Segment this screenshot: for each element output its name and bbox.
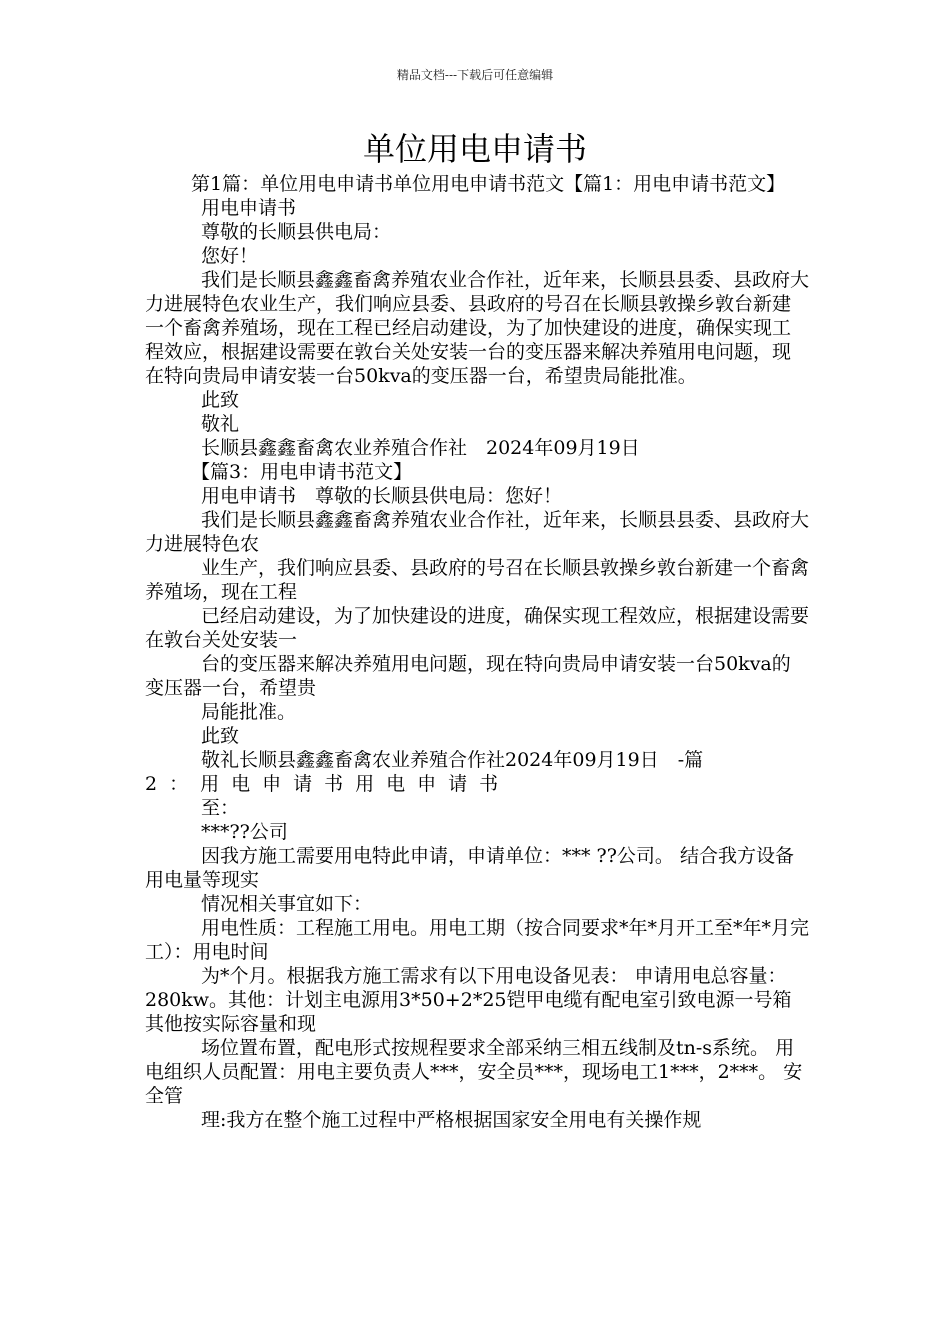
paragraph: 2：用电申请书用电申请书 [145, 773, 511, 795]
paragraph: 长顺县鑫鑫畜禽农业养殖合作社 2024年09月19日 [201, 437, 640, 459]
paragraph: 用电申请书 尊敬的长顺县供电局：您好！ [201, 485, 563, 507]
paragraph: 敬礼长顺县鑫鑫畜禽农业养殖合作社2024年09月19日 -篇 [201, 749, 704, 771]
paragraph: 场位置布置，配电形式按规程要求全部采纳三相五线制及tn-s系统。 用电组织人员配置：用电主要负责人***，安全员***，现场电工1***，2***。 安全管 [145, 1037, 803, 1107]
page-header-note: 精品文档---下载后可任意编辑 [396, 68, 554, 82]
paragraph: 用电申请书 [201, 197, 297, 219]
paragraph: 台的变压器来解决养殖用电问题，现在特向贵局申请安装一台50kva的变压器一台，希望贵 [145, 653, 791, 699]
paragraph: ***??公司 [201, 821, 288, 843]
paragraph: 理:我方在整个施工过程中严格根据国家安全用电有关操作规 [201, 1109, 702, 1131]
paragraph: 此致 [201, 725, 240, 747]
paragraph: 情况相关事宜如下： [201, 893, 373, 915]
paragraph: 尊敬的长顺县供电局： [201, 221, 392, 243]
paragraph: 我们是长顺县鑫鑫畜禽养殖农业合作社，近年来，长顺县县委、县政府大力进展特色农 [145, 509, 810, 555]
paragraph: 至： [201, 797, 240, 819]
paragraph: 为*个月。根据我方施工需求有以下用电设备见表： 申请用电总容量：280kw。其他：计划主电源用3*50+2*25铠甲电缆有配电室引致电源一号箱其他按实际容量和现 [145, 965, 792, 1035]
paragraph: 因我方施工需要用电特此申请，申请单位：*** ??公司。 结合我方设备用电量等现实 [145, 845, 794, 891]
document-body [145, 172, 809, 1132]
paragraph: 敬礼 [201, 413, 240, 435]
paragraph: 您好！ [201, 245, 259, 267]
paragraph: 业生产，我们响应县委、县政府的号召在长顺县敦操乡敦台新建一个畜禽养殖场，现在工程 [145, 557, 810, 603]
paragraph: 已经启动建设，为了加快建设的进度，确保实现工程效应，根据建设需要在敦台关处安装一 [145, 605, 810, 651]
paragraph: 用电性质：工程施工用电。用电工期（按合同要求*年*月开工至*年*月完工）：用电时间 [145, 917, 810, 963]
paragraph: 【篇3：用电申请书范文】 [191, 461, 413, 483]
paragraph: 我们是长顺县鑫鑫畜禽养殖农业合作社，近年来，长顺县县委、县政府大力进展特色农业生产，我们响应县委、县政府的号召在长顺县敦操乡敦台新建一个畜禽养殖场，现在工程已经启动建设，为了加快建设的进度，确保实现工程效应，根据建设需要在敦台关处安装一台的变压器来解决养殖用电问题，现在特向贵局申请安装一台50kva的变压器一台，希望贵局能批准。 [145, 269, 810, 387]
paragraph: 第1篇：单位用电申请书单位用电申请书范文【篇1：用电申请书范文】 [191, 173, 786, 195]
document-title: 单位用电申请书 [362, 130, 587, 168]
paragraph: 局能批准。 [201, 701, 297, 723]
paragraph: 此致 [201, 389, 240, 411]
